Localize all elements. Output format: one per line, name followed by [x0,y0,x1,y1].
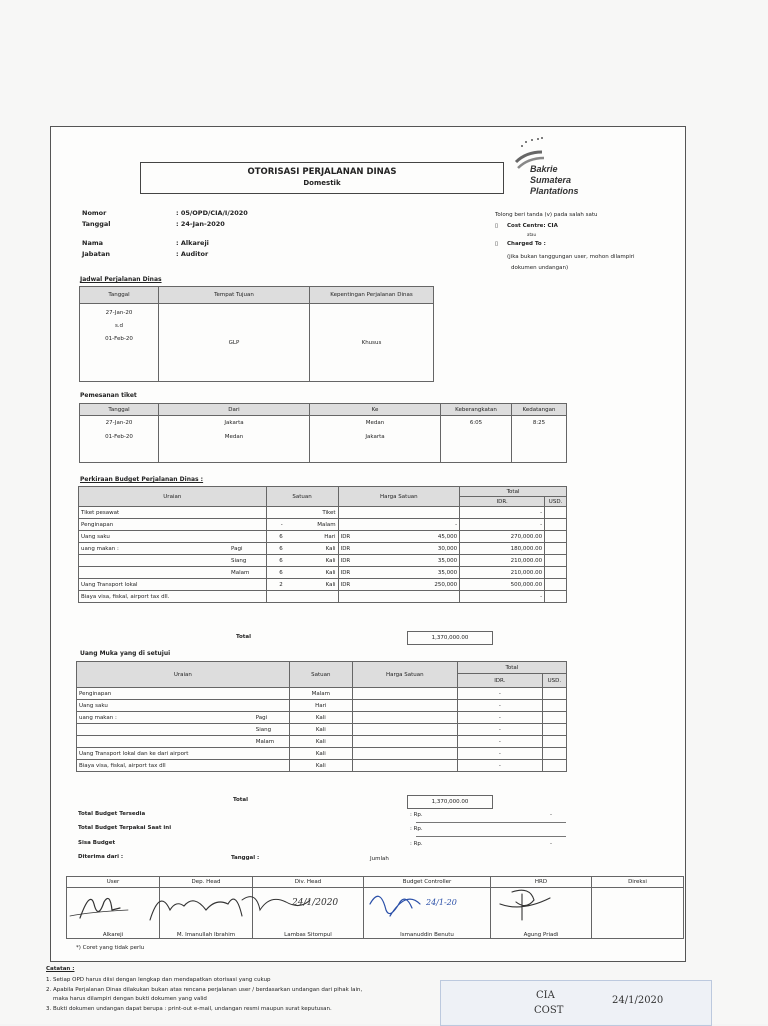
handwritten-date: 24/1-20 [426,898,457,907]
document-subtitle: Domestik [303,179,341,187]
uang-muka-cell [254,760,290,772]
budget-cell [545,567,567,579]
handwritten-signatures [60,880,700,940]
summary-line [416,822,566,823]
uang-muka-cell [352,736,457,748]
uang-muka-cell: - [457,736,542,748]
uang-muka-row [77,736,567,748]
budget-cell: Biaya visa, fiskal, airport tax dll. [79,591,230,603]
uang-muka-row [77,760,567,772]
budget-row [79,567,567,579]
diterima-label: Diterima dari : [78,854,124,860]
budget-cell: Hari [285,531,338,543]
uang-muka-cell [542,688,566,700]
instruction-line: Tolong beri tanda (v) pada salah satu [495,212,598,218]
budget-cell: 210,000.00 [460,567,545,579]
budget-table [78,486,567,603]
uang-muka-cell [542,724,566,736]
uang-muka-cell [352,748,457,760]
signature-role: Div. Head [253,877,364,888]
budget-header: Uraian [79,487,267,507]
signature-role: Budget Controller [364,877,491,888]
uang-muka-header: Uraian [77,662,290,688]
uang-muka-cell: Kali [289,748,352,760]
uang-muka-row [77,688,567,700]
budget-header: Total [460,487,567,497]
jadwal-header: Tanggal [80,287,159,304]
summary-dash: - [550,841,552,847]
summary-label: Total Budget Terpakai Saat ini [78,825,172,831]
tiket-departure: 6:05 [441,416,512,463]
signer-name: Ismanuddin Benutu [400,932,454,938]
field-label-tanggal: Tanggal [82,220,111,228]
budget-row [79,579,567,591]
budget-cell: 2 [266,579,285,591]
budget-cell: Kali [285,579,338,591]
uang-muka-header: USD. [542,674,566,688]
uang-muka-total-value: 1,370,000.00 [407,795,493,809]
budget-cell: Malam [285,519,338,531]
budget-cell: 45,000 [380,531,460,543]
summary-line [416,836,566,837]
catatan-line: 3. Bukti dokumen undangan dapat berupa : print-out e-mail, undangan resmi maupun surat keputusan. [46,1006,332,1012]
budget-cell: IDR [338,567,380,579]
budget-cell: 180,000.00 [460,543,545,555]
signer-name: Alkareji [102,932,124,938]
uang-muka-cell: uang makan : [77,712,254,724]
budget-header: USD. [545,497,567,507]
catatan-line: maka harus dilampiri dengan bukti dokumen yang valid [46,996,207,1002]
budget-cell: 6 [266,543,285,555]
summary-label: Sisa Budget [78,840,116,846]
tiket-dates [80,416,159,463]
budget-cell: IDR [338,555,380,567]
uang-muka-cell: Penginapan [77,688,254,700]
budget-cell [545,543,567,555]
signature-role: HRD [491,877,592,888]
charged-to-label: Charged To : [507,241,546,247]
uang-muka-cell [254,700,290,712]
tiket-from-city: Medan [224,434,244,440]
budget-cell: 6 [266,531,285,543]
uang-muka-cell: Malam [254,736,290,748]
budget-cell: 6 [266,555,285,567]
uang-muka-cell [254,688,290,700]
uang-muka-cell [77,724,254,736]
tiket-date: 01-Feb-20 [105,434,133,440]
budget-total-label: Total [236,634,252,640]
budget-cell [545,555,567,567]
budget-cell: - [460,591,545,603]
budget-cell: Siang [229,555,266,567]
uang-muka-cell: - [457,724,542,736]
budget-cell: - [460,507,545,519]
budget-cell: 35,000 [380,555,460,567]
tiket-from-city: Jakarta [224,420,244,426]
budget-cell: Kali [285,567,338,579]
instruction-note-2: dokumen undangan) [511,265,569,271]
uang-muka-row [77,700,567,712]
catatan-line: 2. Apabila Perjalanan Dinas dilakukan bukan atas rencana perjalanan user / berdasarkan undangan dari pihak lain, [46,987,363,993]
stamp-box [440,980,712,1026]
uang-muka-cell: Kali [289,736,352,748]
summary-value: : Rp. [410,812,423,818]
summary-dash: - [550,812,552,818]
uang-muka-row [77,712,567,724]
budget-cell: Penginapan [79,519,230,531]
uang-muka-cell [542,700,566,712]
budget-cell: Uang Transport lokal [79,579,230,591]
section-title-budget: Perkiraan Budget Perjalanan Dinas : [80,476,204,483]
budget-cell: - [460,519,545,531]
logo-word-3: Plantations [530,186,579,196]
budget-cell [229,591,266,603]
jadwal-tujuan: GLP [159,304,310,382]
budget-cell [380,591,460,603]
field-value-tanggal: : 24-Jan-2020 [176,220,225,228]
field-value-nomor: : 05/OPD/CIA/I/2020 [176,209,248,217]
cost-centre-label: Cost Centre: CIA [507,223,558,229]
field-value-nama: : Alkareji [176,239,209,247]
budget-row [79,519,567,531]
tiket-header: Tanggal [80,404,159,416]
budget-cell [338,519,380,531]
logo-word-2: Sumatera [530,175,572,185]
jadwal-date-to: 01-Feb-20 [105,336,133,342]
tiket-from [159,416,310,463]
handwritten-date: 24/1/2020 [292,898,339,908]
uang-muka-cell [352,712,457,724]
budget-cell [285,591,338,603]
field-label-nama: Nama [82,239,103,247]
budget-cell: Malam [229,567,266,579]
tiket-to-city: Jakarta [365,434,385,440]
budget-cell [545,531,567,543]
uang-muka-cell [542,748,566,760]
uang-muka-cell: Uang Transport lokal dan ke dari airport [77,748,254,760]
uang-muka-cell [352,760,457,772]
uang-muka-header: Total [457,662,566,674]
uang-muka-cell: Pagi [254,712,290,724]
uang-muka-cell: Malam [289,688,352,700]
budget-cell: 500,000.00 [460,579,545,591]
budget-row [79,507,567,519]
logo-word-1: Bakrie [530,164,558,174]
budget-cell [545,579,567,591]
instruction-note-1: (jika bukan tanggungan user, mohon dilampiri [507,254,635,260]
budget-cell: 270,000.00 [460,531,545,543]
uang-muka-cell [77,736,254,748]
signer-name: Agung Priadi [523,932,559,938]
jadwal-date-from: 27-Jan-20 [105,310,133,316]
budget-cell [229,507,266,519]
budget-cell: Pagi [229,543,266,555]
uang-muka-cell: Siang [254,724,290,736]
budget-cell: IDR [338,543,380,555]
uang-muka-cell: Biaya visa, fiskal, airport tax dll [77,760,254,772]
uang-muka-cell [352,688,457,700]
uang-muka-header: Harga Satuan [352,662,457,688]
budget-cell: Tiket pesawat [79,507,230,519]
budget-cell: 30,000 [380,543,460,555]
budget-cell: - [266,519,285,531]
uang-muka-header: Satuan [289,662,352,688]
summary-value: : Rp. [410,841,423,847]
uang-muka-total-label: Total [233,797,249,803]
jadwal-dates [80,304,159,382]
signature-role: User [67,877,160,888]
budget-cell: Uang saku [79,531,230,543]
budget-header: Harga Satuan [338,487,460,507]
section-title-jadwal: Jadwal Perjalanan Dinas [80,276,162,283]
field-label-jabatan: Jabatan [82,250,110,258]
summary-value: : Rp. [410,826,423,832]
uang-muka-cell: Hari [289,700,352,712]
tiket-arrival: 8:25 [512,416,567,463]
tanggal-label: Tanggal : [231,855,260,861]
budget-cell [229,579,266,591]
field-label-nomor: Nomor [82,209,107,217]
stamp-value: CIA [536,990,555,1001]
budget-cell [79,567,230,579]
signature-role: Direksi [592,877,684,888]
uang-muka-table [76,661,567,772]
uang-muka-cell: - [457,688,542,700]
budget-header: IDR. [460,497,545,507]
budget-cell [338,591,380,603]
budget-cell: 210,000.00 [460,555,545,567]
uang-muka-cell: - [457,760,542,772]
company-logo [512,136,622,206]
uang-muka-cell: Kali [289,724,352,736]
uang-muka-cell [352,724,457,736]
tiket-header: Ke [310,404,441,416]
section-title-uang-muka: Uang Muka yang di setujui [80,650,171,657]
uang-muka-cell [352,700,457,712]
budget-cell: 250,000 [380,579,460,591]
signer-name: M. Imanullah Ibrahim [176,932,236,938]
catatan-title: Catatan : [46,966,75,972]
jadwal-sd: s.d [114,323,124,329]
budget-cell [545,591,567,603]
uang-muka-cell: - [457,748,542,760]
jumlah-label: Jumlah [370,856,389,862]
budget-total-value: 1,370,000.00 [407,631,493,645]
uang-muka-row [77,748,567,760]
budget-cell [229,531,266,543]
jadwal-header: Tempat Tujuan [159,287,310,304]
budget-cell [266,591,285,603]
budget-cell: Kali [285,543,338,555]
section-title-tiket: Pemesanan tiket [80,392,137,399]
checkbox-charged-to[interactable]: ▯ [495,241,499,247]
uang-muka-cell: - [457,700,542,712]
budget-row [79,591,567,603]
uang-muka-cell: Kali [289,712,352,724]
footnote: *) Coret yang tidak perlu [76,945,145,951]
budget-header: Satuan [266,487,338,507]
budget-cell [545,507,567,519]
budget-cell: IDR [338,531,380,543]
atau-label: atau [527,232,537,237]
budget-cell [338,507,380,519]
uang-muka-cell: Uang saku [77,700,254,712]
budget-cell: uang makan : [79,543,230,555]
budget-cell: 6 [266,567,285,579]
budget-cell [266,507,285,519]
tiket-header: Keberangkatan [441,404,512,416]
catatan-line: 1. Setiap OPD harus diisi dengan lengkap dan mendapatkan otorisasi yang cukup [46,977,271,983]
field-value-jabatan: : Auditor [176,250,209,258]
budget-cell: Tiket [285,507,338,519]
budget-cell [229,519,266,531]
tiket-to-city: Medan [365,420,385,426]
tiket-header: Dari [159,404,310,416]
tiket-to [310,416,441,463]
budget-cell [545,519,567,531]
jadwal-kepentingan: Khusus [310,304,434,382]
jadwal-header: Kepentingan Perjalanan Dinas [310,287,434,304]
signature-role: Dep. Head [160,877,253,888]
checkbox-cost-centre[interactable]: ▯ [495,223,499,229]
uang-muka-cell: - [457,712,542,724]
tiket-table [79,403,567,463]
jadwal-table [79,286,434,382]
budget-cell: 35,000 [380,567,460,579]
budget-cell: Kali [285,555,338,567]
budget-cell: IDR [338,579,380,591]
budget-cell [380,507,460,519]
document-title: OTORISASI PERJALANAN DINAS [247,167,397,177]
tiket-header: Kedatangan [512,404,567,416]
uang-muka-cell [542,712,566,724]
uang-muka-cell [542,736,566,748]
budget-cell [79,555,230,567]
budget-cell: - [380,519,460,531]
title-box [140,162,504,194]
summary-label: Total Budget Tersedia [78,811,146,817]
uang-muka-cell [254,748,290,760]
stamp-value: COST [534,1005,564,1016]
uang-muka-cell [542,760,566,772]
budget-row [79,531,567,543]
stamp-value: 24/1/2020 [612,995,664,1006]
uang-muka-row [77,724,567,736]
budget-row [79,543,567,555]
budget-row [79,555,567,567]
uang-muka-header: IDR. [457,674,542,688]
signer-name: Lambas Sitompul [284,932,332,938]
tiket-date: 27-Jan-20 [105,420,133,426]
uang-muka-cell: Kali [289,760,352,772]
